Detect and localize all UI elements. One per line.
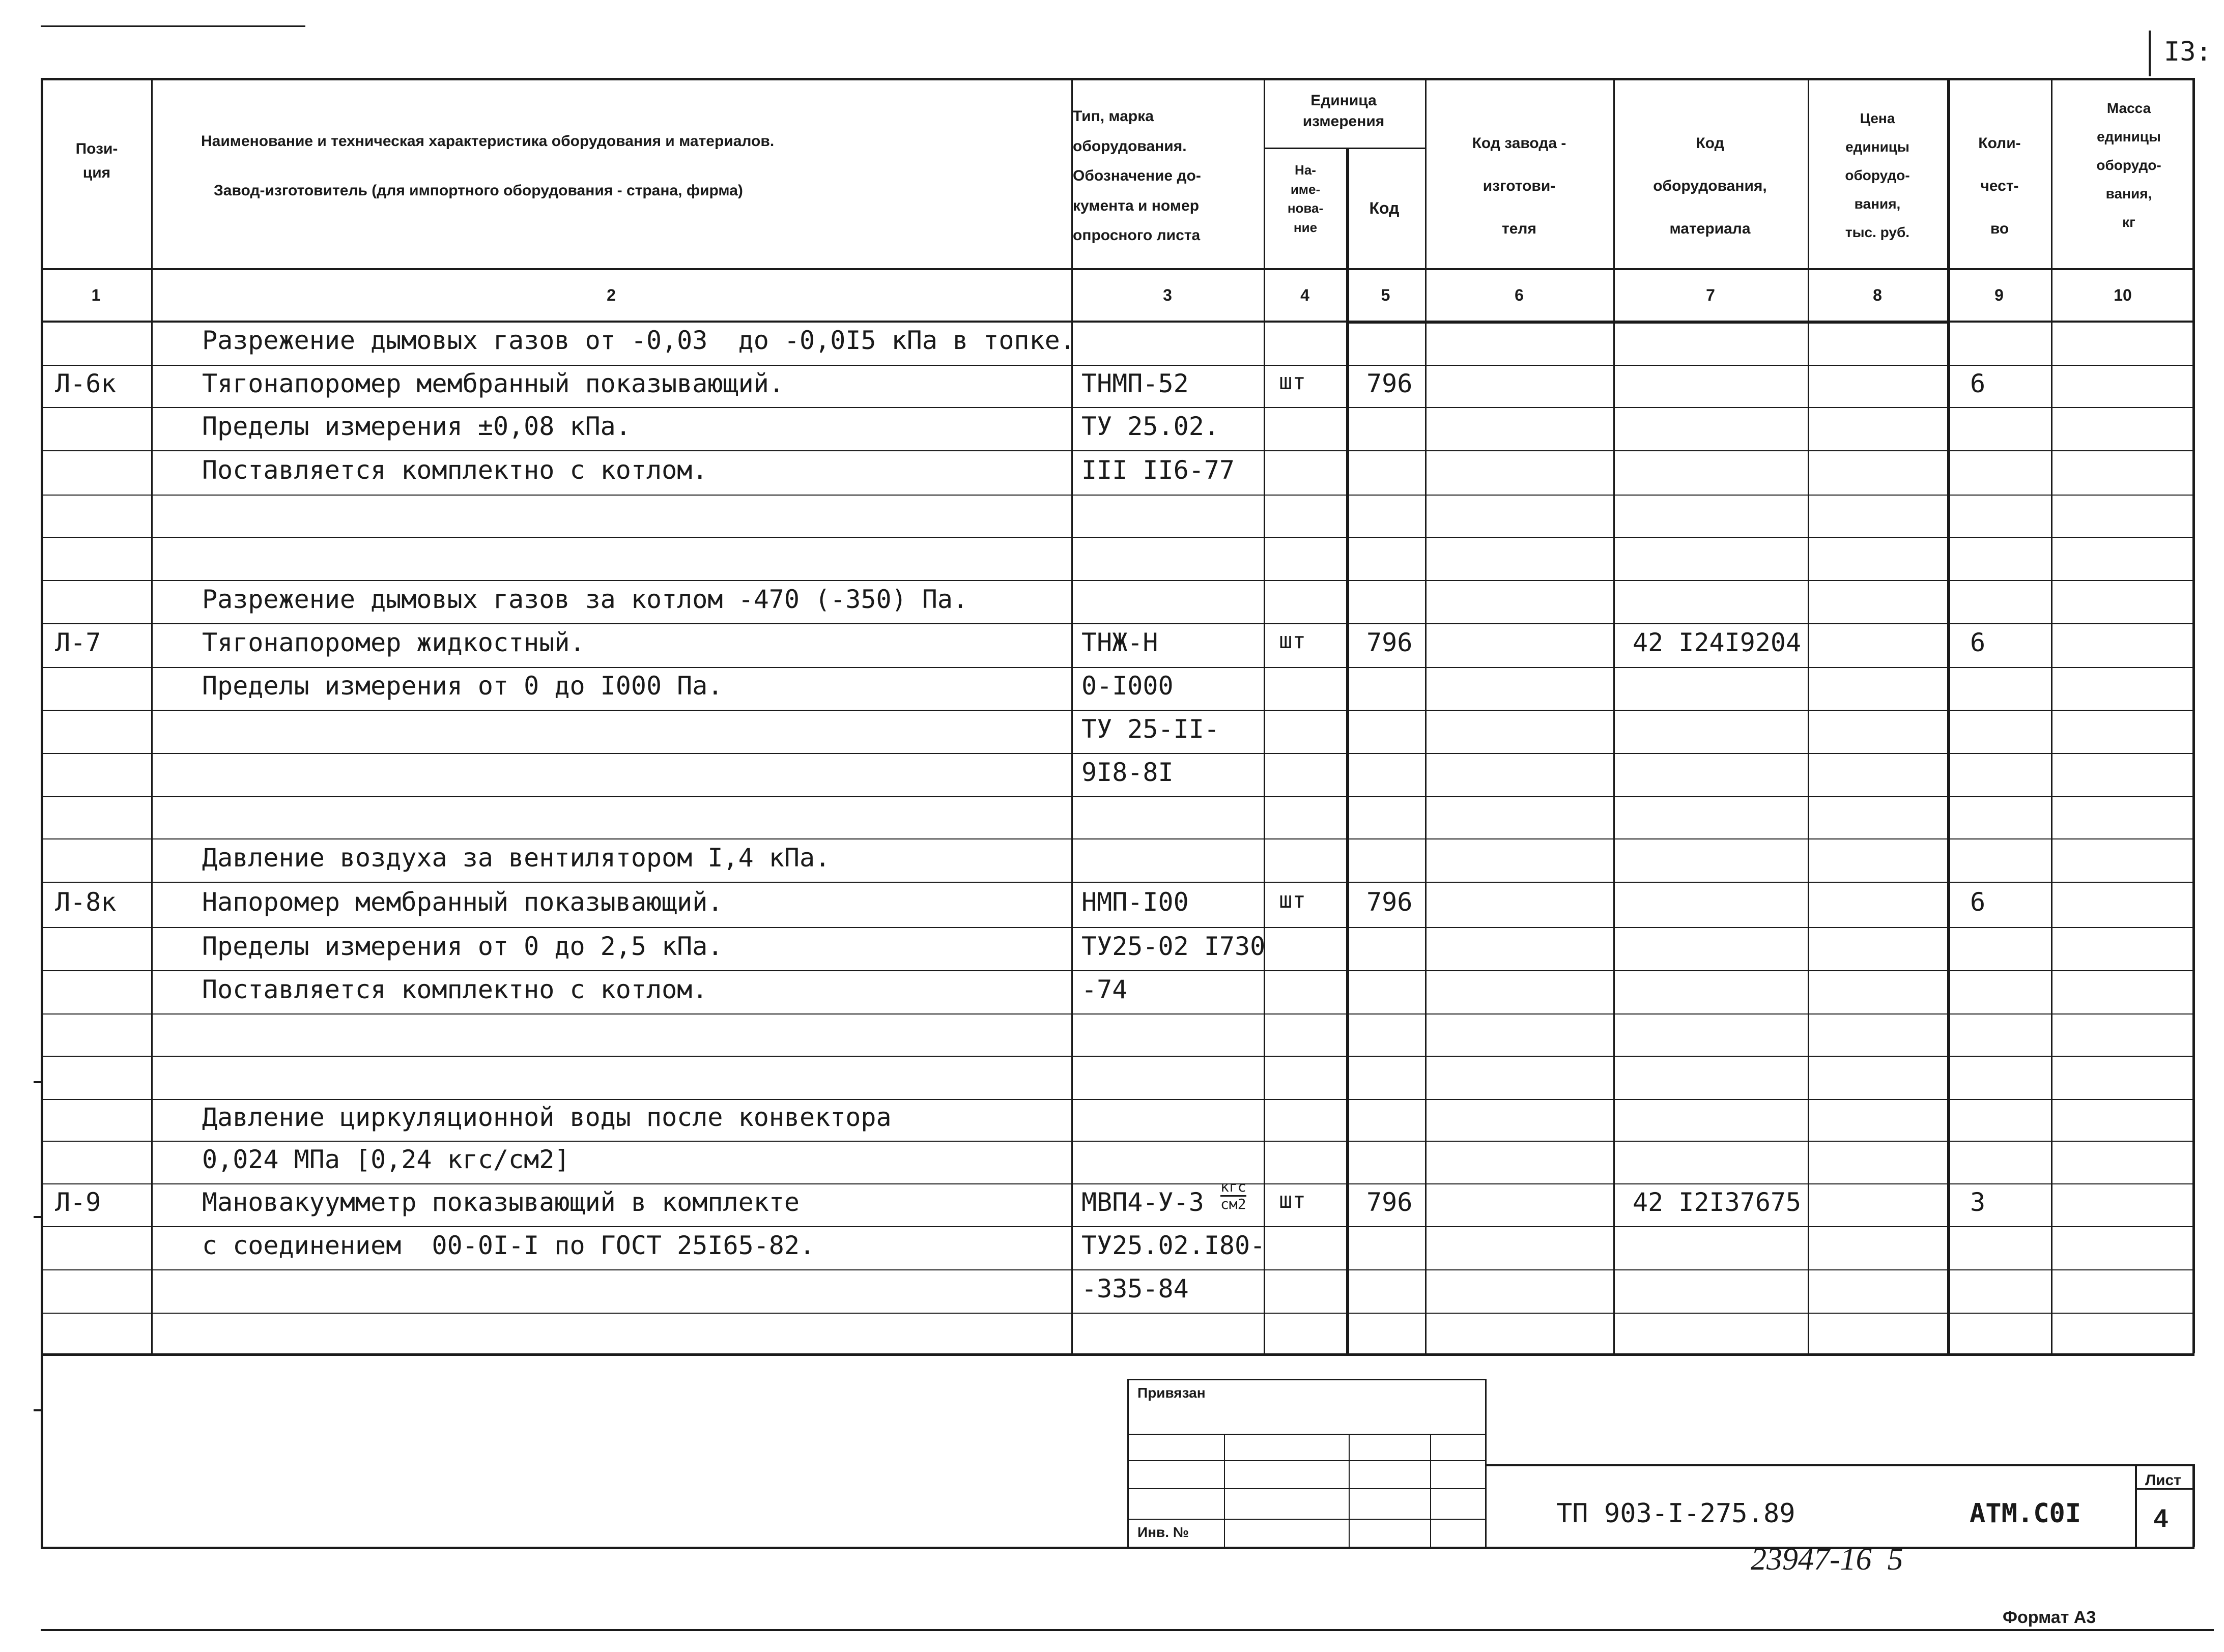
row-line-10	[41, 753, 2194, 754]
cell-name: Мановакуумметр показывающий в комплекте	[202, 1187, 800, 1217]
margin-tick-1	[34, 1081, 43, 1083]
cell-code: 796	[1366, 368, 1413, 398]
row-line-17	[41, 1056, 2194, 1057]
fraction-numerator: кгс	[1220, 1179, 1246, 1197]
column-number-5: 5	[1381, 286, 1390, 304]
stamp-left-line	[1127, 1379, 1129, 1547]
cell-type: 0-I000	[1081, 671, 1174, 701]
cell-code: 796	[1366, 628, 1413, 657]
cell-name: Поставляется комплектно с котлом.	[202, 974, 708, 1004]
row-line-7	[41, 623, 2194, 624]
cell-name: Давление воздуха за вентилятором I,4 кПа.	[202, 843, 831, 873]
row-line-23	[41, 1313, 2194, 1314]
row-line-8	[41, 667, 2194, 668]
cell-type: ТНЖ-Н	[1081, 628, 1158, 657]
handwritten-archive-number: 23947-16 5	[1751, 1542, 1903, 1577]
cell-name: Напоромер мембранный показывающий.	[202, 887, 723, 917]
row-line-13	[41, 882, 2194, 883]
cell-type: МВП4-У-3	[1081, 1187, 1204, 1217]
top-left-stroke	[41, 25, 305, 27]
cell-name: Пределы измерения ±0,08 кПа.	[202, 411, 631, 441]
cell-qty: 6	[1970, 887, 1986, 917]
header-bottom-line	[41, 268, 2194, 270]
cell-code: 796	[1366, 1187, 1413, 1217]
cell-name: Тягонапоромер мембранный показывающий.	[202, 368, 784, 398]
unit-group-divider	[1264, 148, 1425, 149]
column-line-8	[1947, 78, 1950, 1353]
column-line-5	[1425, 78, 1427, 1353]
header-type: Тип, марка оборудования. Обозначение до- кумента и номер опросного листа	[1073, 108, 1201, 244]
cell-name: 0,024 МПа [0,24 кгс/см2]	[202, 1145, 570, 1174]
row-line-1	[41, 365, 2194, 366]
cell-unit: шт	[1279, 368, 1306, 395]
frame-top-line	[41, 78, 2194, 80]
column-line-9	[2051, 78, 2052, 1353]
row-line-16	[41, 1013, 2194, 1015]
row-line-12	[41, 838, 2194, 839]
cell-name: Разрежение дымовых газов от -0,03 до -0,0I5 кПа в топке.	[202, 325, 1075, 355]
row-line-22	[41, 1269, 2194, 1270]
row-line-18	[41, 1099, 2194, 1100]
row-line-15	[41, 970, 2194, 971]
column-line-1	[151, 78, 153, 1353]
cell-type: ТУ25-02 I730	[1081, 931, 1266, 961]
row-line-9	[41, 710, 2194, 711]
header-name-line1: Наименование и техническая характеристика оборудования и материалов.	[201, 133, 775, 150]
column-line-3	[1264, 78, 1265, 1353]
cell-type: 9I8-8I	[1081, 757, 1174, 787]
sheet-box-right-line	[2192, 1464, 2195, 1547]
header-unit-price: Цена единицы оборудо- вания, тыс. руб.	[1845, 110, 1910, 240]
stamp-top-line	[1127, 1379, 1486, 1380]
cell-name: Пределы измерения от 0 до 2,5 кПа.	[202, 931, 723, 961]
titleblock-top-line	[1485, 1464, 2194, 1466]
format-label: Формат А3	[2003, 1608, 2096, 1627]
cell-type: III II6-77	[1081, 455, 1235, 485]
stamp-col-line-2	[1349, 1434, 1350, 1547]
bottom-rule	[41, 1629, 2214, 1631]
stamp-row-line-1	[1127, 1434, 1486, 1435]
stamp-row-line-2	[1127, 1460, 1486, 1461]
cell-name: Тягонапоромер жидкостный.	[202, 628, 585, 657]
cell-type: ТУ 25-II-	[1081, 714, 1219, 744]
cell-name: Давление циркуляционной воды после конвектора	[202, 1103, 892, 1132]
header-unit-group: Единица измерения	[1302, 92, 1385, 130]
row-line-2	[41, 407, 2194, 408]
header-equipment-code: Код оборудования, материала	[1653, 135, 1767, 237]
margin-tick-2	[34, 1216, 43, 1218]
cell-type: НМП-I00	[1081, 887, 1189, 917]
cell-name: Поставляется комплектно с котлом.	[202, 455, 708, 485]
header-quantity: Коли- чест- во	[1978, 135, 2021, 237]
cell-equip-code: 42 I2I37675	[1633, 1187, 1802, 1217]
margin-tick-3	[34, 1409, 43, 1411]
cell-pos: Л-7	[55, 628, 101, 657]
cell-type: -335-84	[1081, 1273, 1189, 1303]
column-line-4	[1346, 148, 1349, 1353]
corner-divider	[2149, 31, 2151, 76]
row-line-20	[41, 1183, 2194, 1184]
cell-pos: Л-9	[55, 1187, 101, 1217]
bold-body-top-line	[1346, 321, 1950, 324]
column-number-10: 10	[2114, 286, 2132, 304]
table-bottom-line	[41, 1353, 2194, 1356]
column-line-2	[1071, 78, 1073, 1353]
column-number-8: 8	[1873, 286, 1882, 304]
stamp-privyazan-label: Привязан	[1137, 1385, 1206, 1401]
cell-type: ТНМП-52	[1081, 368, 1189, 398]
column-number-7: 7	[1706, 286, 1715, 304]
column-line-7	[1808, 78, 1809, 1353]
row-line-11	[41, 796, 2194, 797]
row-line-6	[41, 580, 2194, 581]
unit-fraction	[1220, 1179, 1246, 1212]
stamp-inventory-label: Инв. №	[1137, 1524, 1189, 1540]
fraction-denominator: см2	[1220, 1195, 1246, 1212]
row-line-4	[41, 495, 2194, 496]
row-line-21	[41, 1226, 2194, 1227]
row-line-5	[41, 537, 2194, 538]
stamp-document-code: АТМ.С0I	[1970, 1498, 2082, 1529]
header-unit-name: На- име- нова- ние	[1287, 162, 1324, 236]
cell-qty: 6	[1970, 368, 1986, 398]
stamp-project-code: ТП 903-I-275.89	[1556, 1498, 1795, 1529]
corner-page-number: I3:	[2164, 37, 2212, 67]
cell-pos: Л-6к	[55, 368, 117, 398]
cell-pos: Л-8к	[55, 887, 117, 917]
stamp-sheet-label: Лист	[2145, 1472, 2181, 1489]
stamp-col-line-1	[1224, 1434, 1225, 1547]
cell-unit: шт	[1279, 628, 1306, 654]
cell-name: Разрежение дымовых газов за котлом -470 (-350) Па.	[202, 584, 968, 614]
column-line-6	[1613, 78, 1615, 1353]
header-factory-code: Код завода - изготови- теля	[1472, 135, 1566, 237]
header-unit-code: Код	[1369, 199, 1400, 217]
column-number-1: 1	[91, 286, 101, 304]
cell-name: Пределы измерения от 0 до I000 Па.	[202, 671, 723, 701]
stamp-sheet-number: 4	[2154, 1504, 2168, 1532]
row-line-14	[41, 927, 2194, 928]
header-name-line2: Завод-изготовитель (для импортного оборудования - страна, фирма)	[214, 182, 743, 199]
stamp-row-line-3	[1127, 1488, 1486, 1489]
column-number-4: 4	[1300, 286, 1309, 304]
cell-type: -74	[1081, 974, 1128, 1004]
stamp-col-line-3	[1430, 1434, 1431, 1547]
column-number-6: 6	[1515, 286, 1524, 304]
column-number-2: 2	[607, 286, 616, 304]
cell-unit: шт	[1279, 1187, 1306, 1213]
sheet-box-left-line	[2135, 1464, 2137, 1547]
column-number-9: 9	[1994, 286, 2004, 304]
row-line-3	[41, 450, 2194, 451]
cell-qty: 3	[1970, 1187, 1986, 1217]
header-unit-mass: Масса единицы оборудо- вания, кг	[2096, 100, 2161, 230]
cell-name: с соединением 00-0I-I по ГОСТ 25I65-82.	[202, 1230, 815, 1260]
stamp-right-line	[1485, 1379, 1487, 1547]
cell-qty: 6	[1970, 628, 1986, 657]
header-position: Пози- ция	[75, 140, 118, 181]
row-line-19	[41, 1141, 2194, 1142]
cell-type: ТУ25.02.I80-	[1081, 1230, 1266, 1260]
cell-equip-code: 42 I24I9204	[1633, 628, 1802, 657]
column-number-3: 3	[1163, 286, 1172, 304]
cell-unit: шт	[1279, 887, 1306, 913]
cell-type: ТУ 25.02.	[1081, 411, 1219, 441]
cell-code: 796	[1366, 887, 1413, 917]
stamp-row-line-4	[1127, 1519, 1486, 1520]
